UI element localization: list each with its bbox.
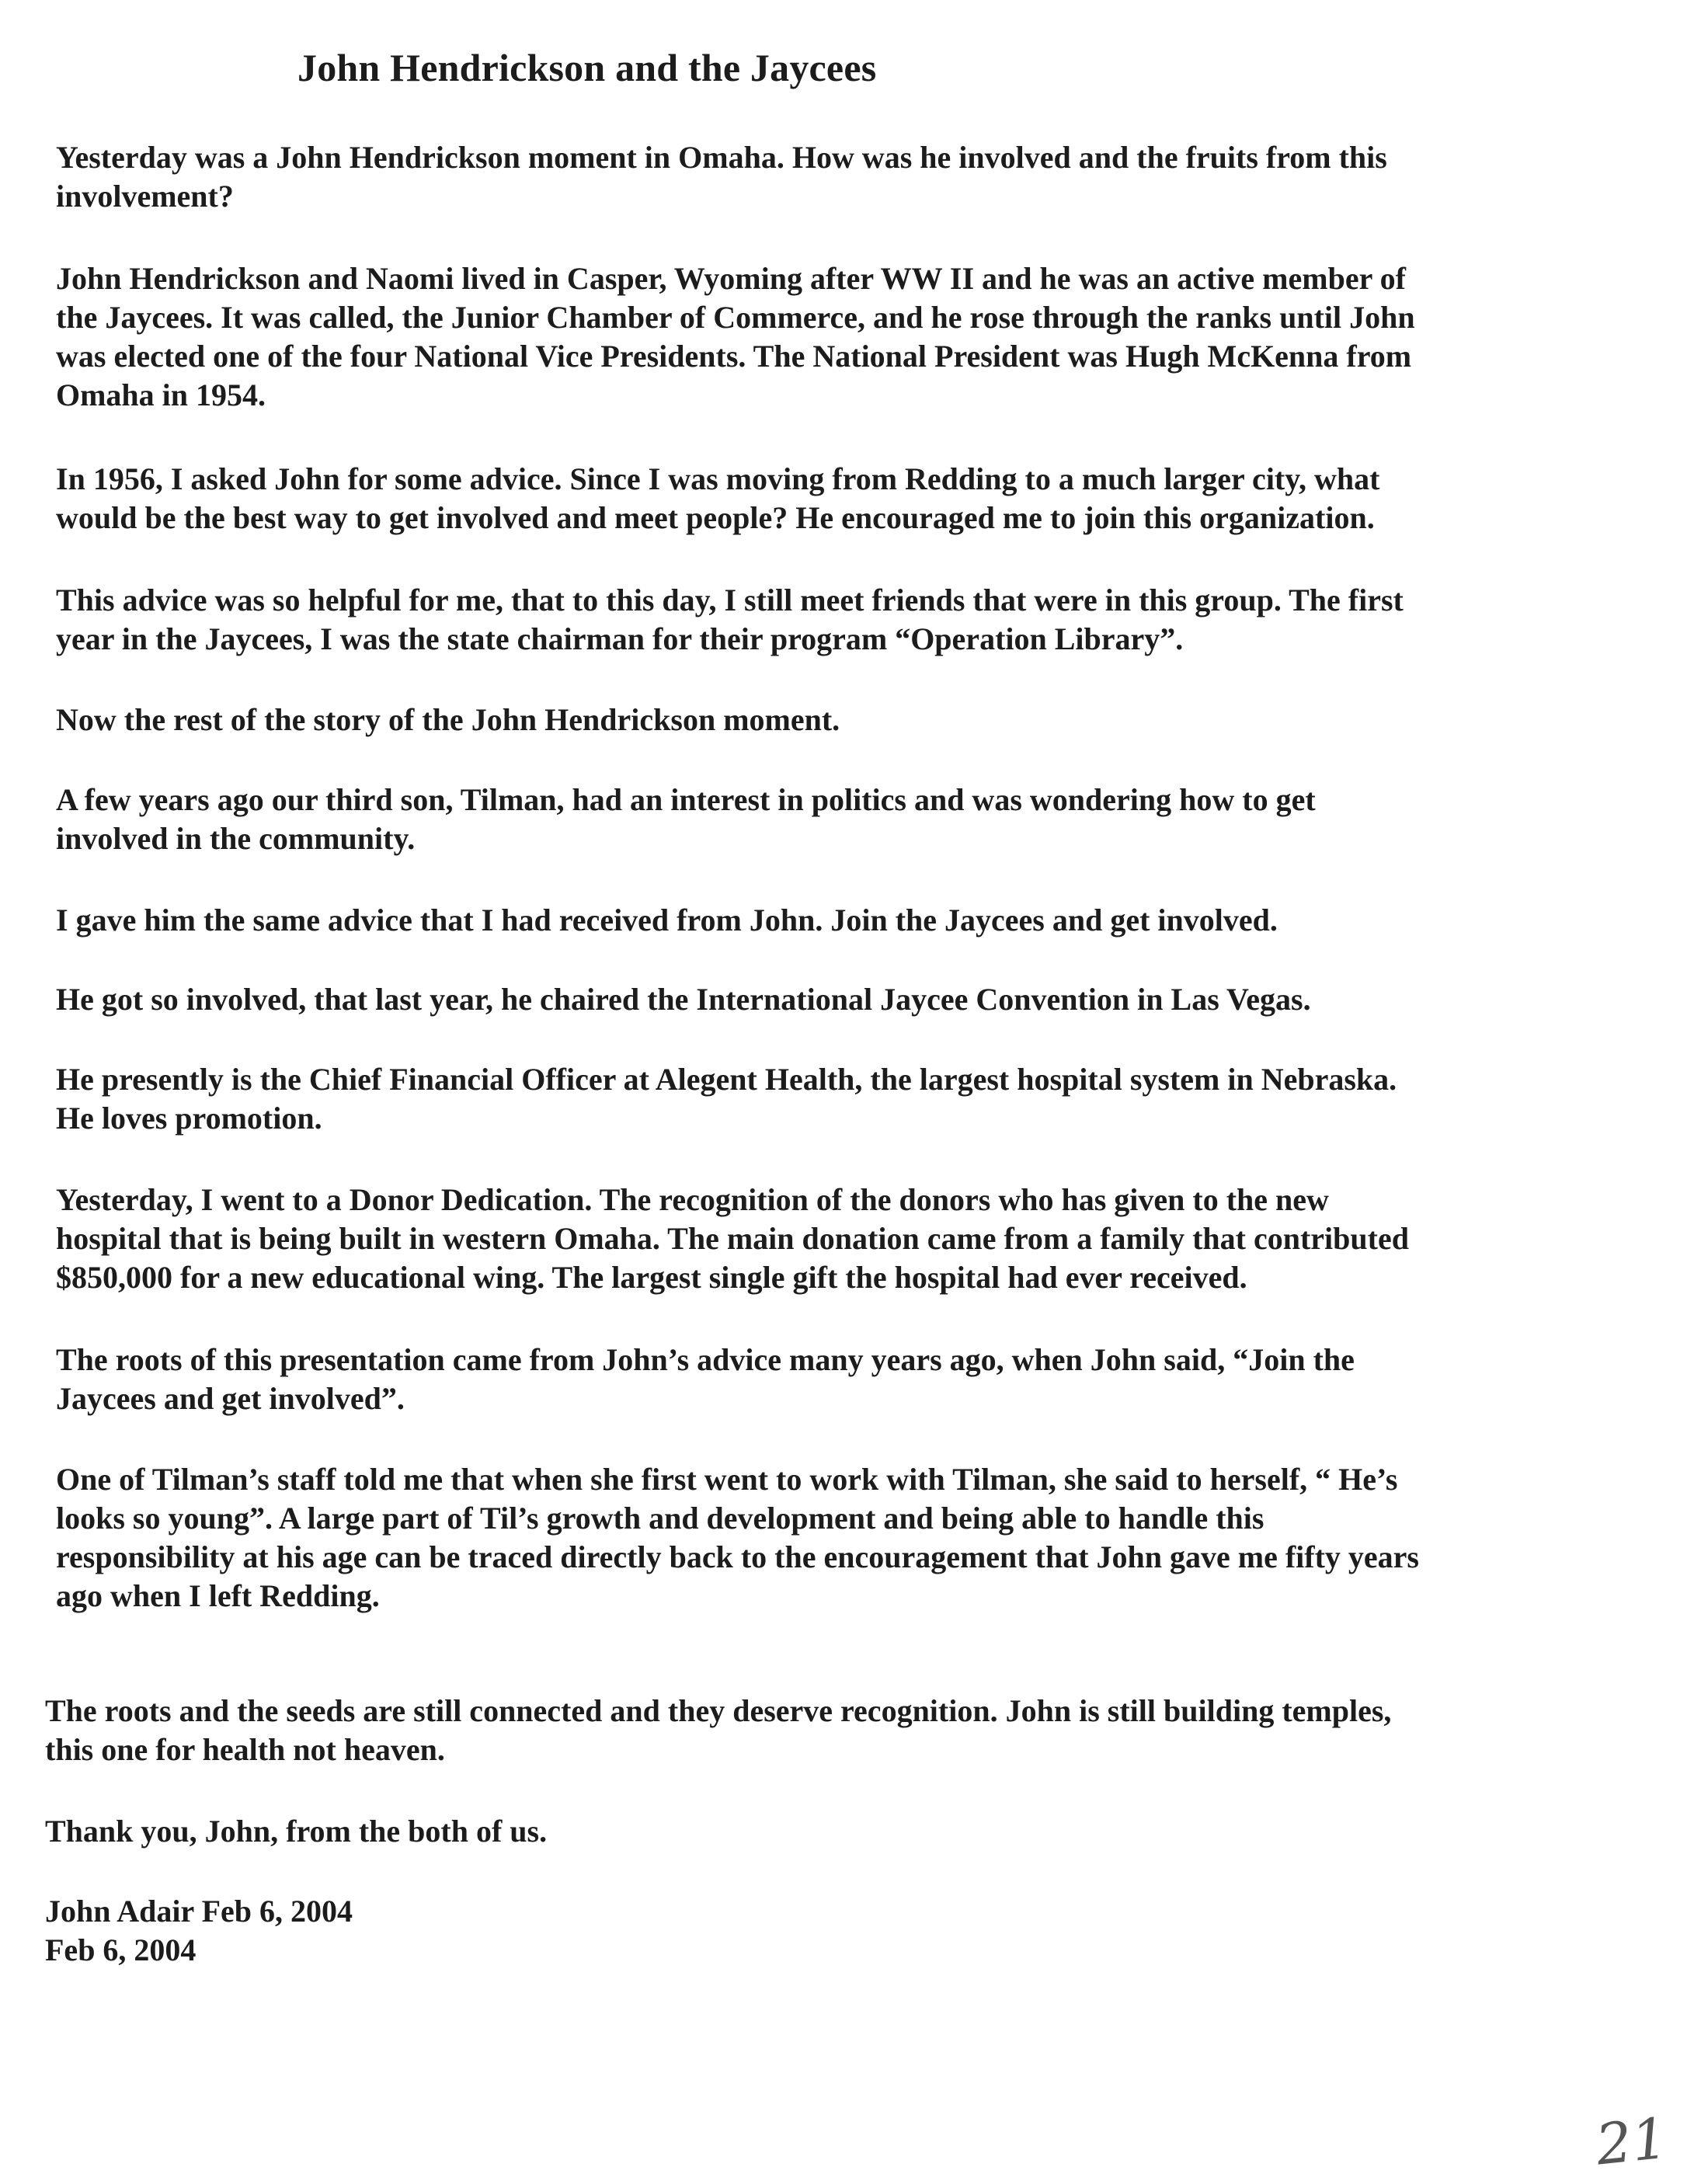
paragraph-same-advice — [56, 901, 1278, 940]
paragraph-line: The roots and the seeds are still connected and they deserve recognition. John is still building temples, — [45, 1693, 1392, 1728]
paragraph-line: ago when I left Redding. — [56, 1578, 380, 1613]
paragraph-convention — [56, 980, 1311, 1019]
document-title: John Hendrickson and the Jaycees — [297, 46, 877, 89]
page-number: 21 — [1592, 2105, 1671, 2178]
paragraph-advice — [56, 460, 1380, 537]
paragraph-line: Now the rest of the story of the John Hendrickson moment. — [56, 702, 840, 737]
paragraph-line: looks so young”. A large part of Til’s growth and development and being able to handle this — [56, 1501, 1264, 1536]
paragraph-line: A few years ago our third son, Tilman, had an interest in politics and was wondering how to get — [56, 782, 1316, 817]
paragraph-line: The roots of this presentation came from John’s advice many years ago, when John said, “Join the — [56, 1342, 1355, 1377]
paragraph-line: involved in the community. — [56, 821, 416, 856]
paragraph-roots-presentation — [56, 1341, 1355, 1418]
paragraph-casper — [56, 259, 1415, 415]
paragraph-line: He presently is the Chief Financial Officer at Alegent Health, the largest hospital system in Nebraska. — [56, 1062, 1397, 1097]
paragraph-donor-dedication — [56, 1181, 1409, 1297]
paragraph-helpful — [56, 581, 1404, 659]
signature-line: John Adair Feb 6, 2004 — [45, 1894, 353, 1929]
paragraph-intro — [56, 138, 1387, 216]
paragraph-line: would be the best way to get involved and meet people? He encouraged me to join this organization. — [56, 500, 1375, 535]
paragraph-line: involvement? — [56, 179, 234, 214]
paragraph-line: Yesterday, I went to a Donor Dedication. The recognition of the donors who has given to the new — [56, 1182, 1329, 1217]
paragraph-line: Jaycees and get involved”. — [56, 1381, 405, 1416]
paragraph-line: I gave him the same advice that I had received from John. Join the Jaycees and get involved. — [56, 903, 1278, 937]
signature-date: Feb 6, 2004 — [45, 1932, 197, 1967]
paragraph-line: He got so involved, that last year, he chaired the International Jaycee Convention in Las Vegas. — [56, 982, 1311, 1017]
paragraph-line: In 1956, I asked John for some advice. Since I was moving from Redding to a much larger city, what — [56, 461, 1380, 496]
paragraph-line: was elected one of the four National Vice Presidents. The National President was Hugh McKenna from — [56, 339, 1412, 374]
paragraph-line: $850,000 for a new educational wing. The largest single gift the hospital had ever received. — [56, 1260, 1247, 1295]
paragraph-tilman — [56, 781, 1316, 858]
paragraph-line: Thank you, John, from the both of us. — [45, 1814, 548, 1849]
signature-block — [45, 1892, 353, 1970]
paragraph-line: This advice was so helpful for me, that to this day, I still meet friends that were in this group. The first — [56, 583, 1404, 617]
paragraph-line: Omaha in 1954. — [56, 377, 266, 412]
paragraph-staff — [56, 1460, 1419, 1616]
paragraph-line: responsibility at his age can be traced directly back to the encouragement that John gave me fifty years — [56, 1539, 1419, 1574]
paragraph-thank-you — [45, 1812, 547, 1851]
paragraph-line: John Hendrickson and Naomi lived in Casper, Wyoming after WW II and he was an active member of — [56, 261, 1406, 296]
paragraph-line: He loves promotion. — [56, 1101, 322, 1136]
paragraph-rest-of-story — [56, 701, 840, 739]
paragraph-roots-seeds — [45, 1692, 1391, 1769]
paragraph-line: hospital that is being built in western Omaha. The main donation came from a family that contributed — [56, 1221, 1409, 1256]
paragraph-line: this one for health not heaven. — [45, 1732, 445, 1767]
paragraph-line: Yesterday was a John Hendrickson moment in Omaha. How was he involved and the fruits from this — [56, 140, 1387, 175]
paragraph-line: year in the Jaycees, I was the state chairman for their program “Operation Library”. — [56, 621, 1184, 656]
paragraph-cfo — [56, 1060, 1397, 1138]
paragraph-line: One of Tilman’s staff told me that when she first went to work with Tilman, she said to herself, “ He’s — [56, 1462, 1398, 1497]
paragraph-line: the Jaycees. It was called, the Junior Chamber of Commerce, and he rose through the ranks until John — [56, 300, 1415, 335]
